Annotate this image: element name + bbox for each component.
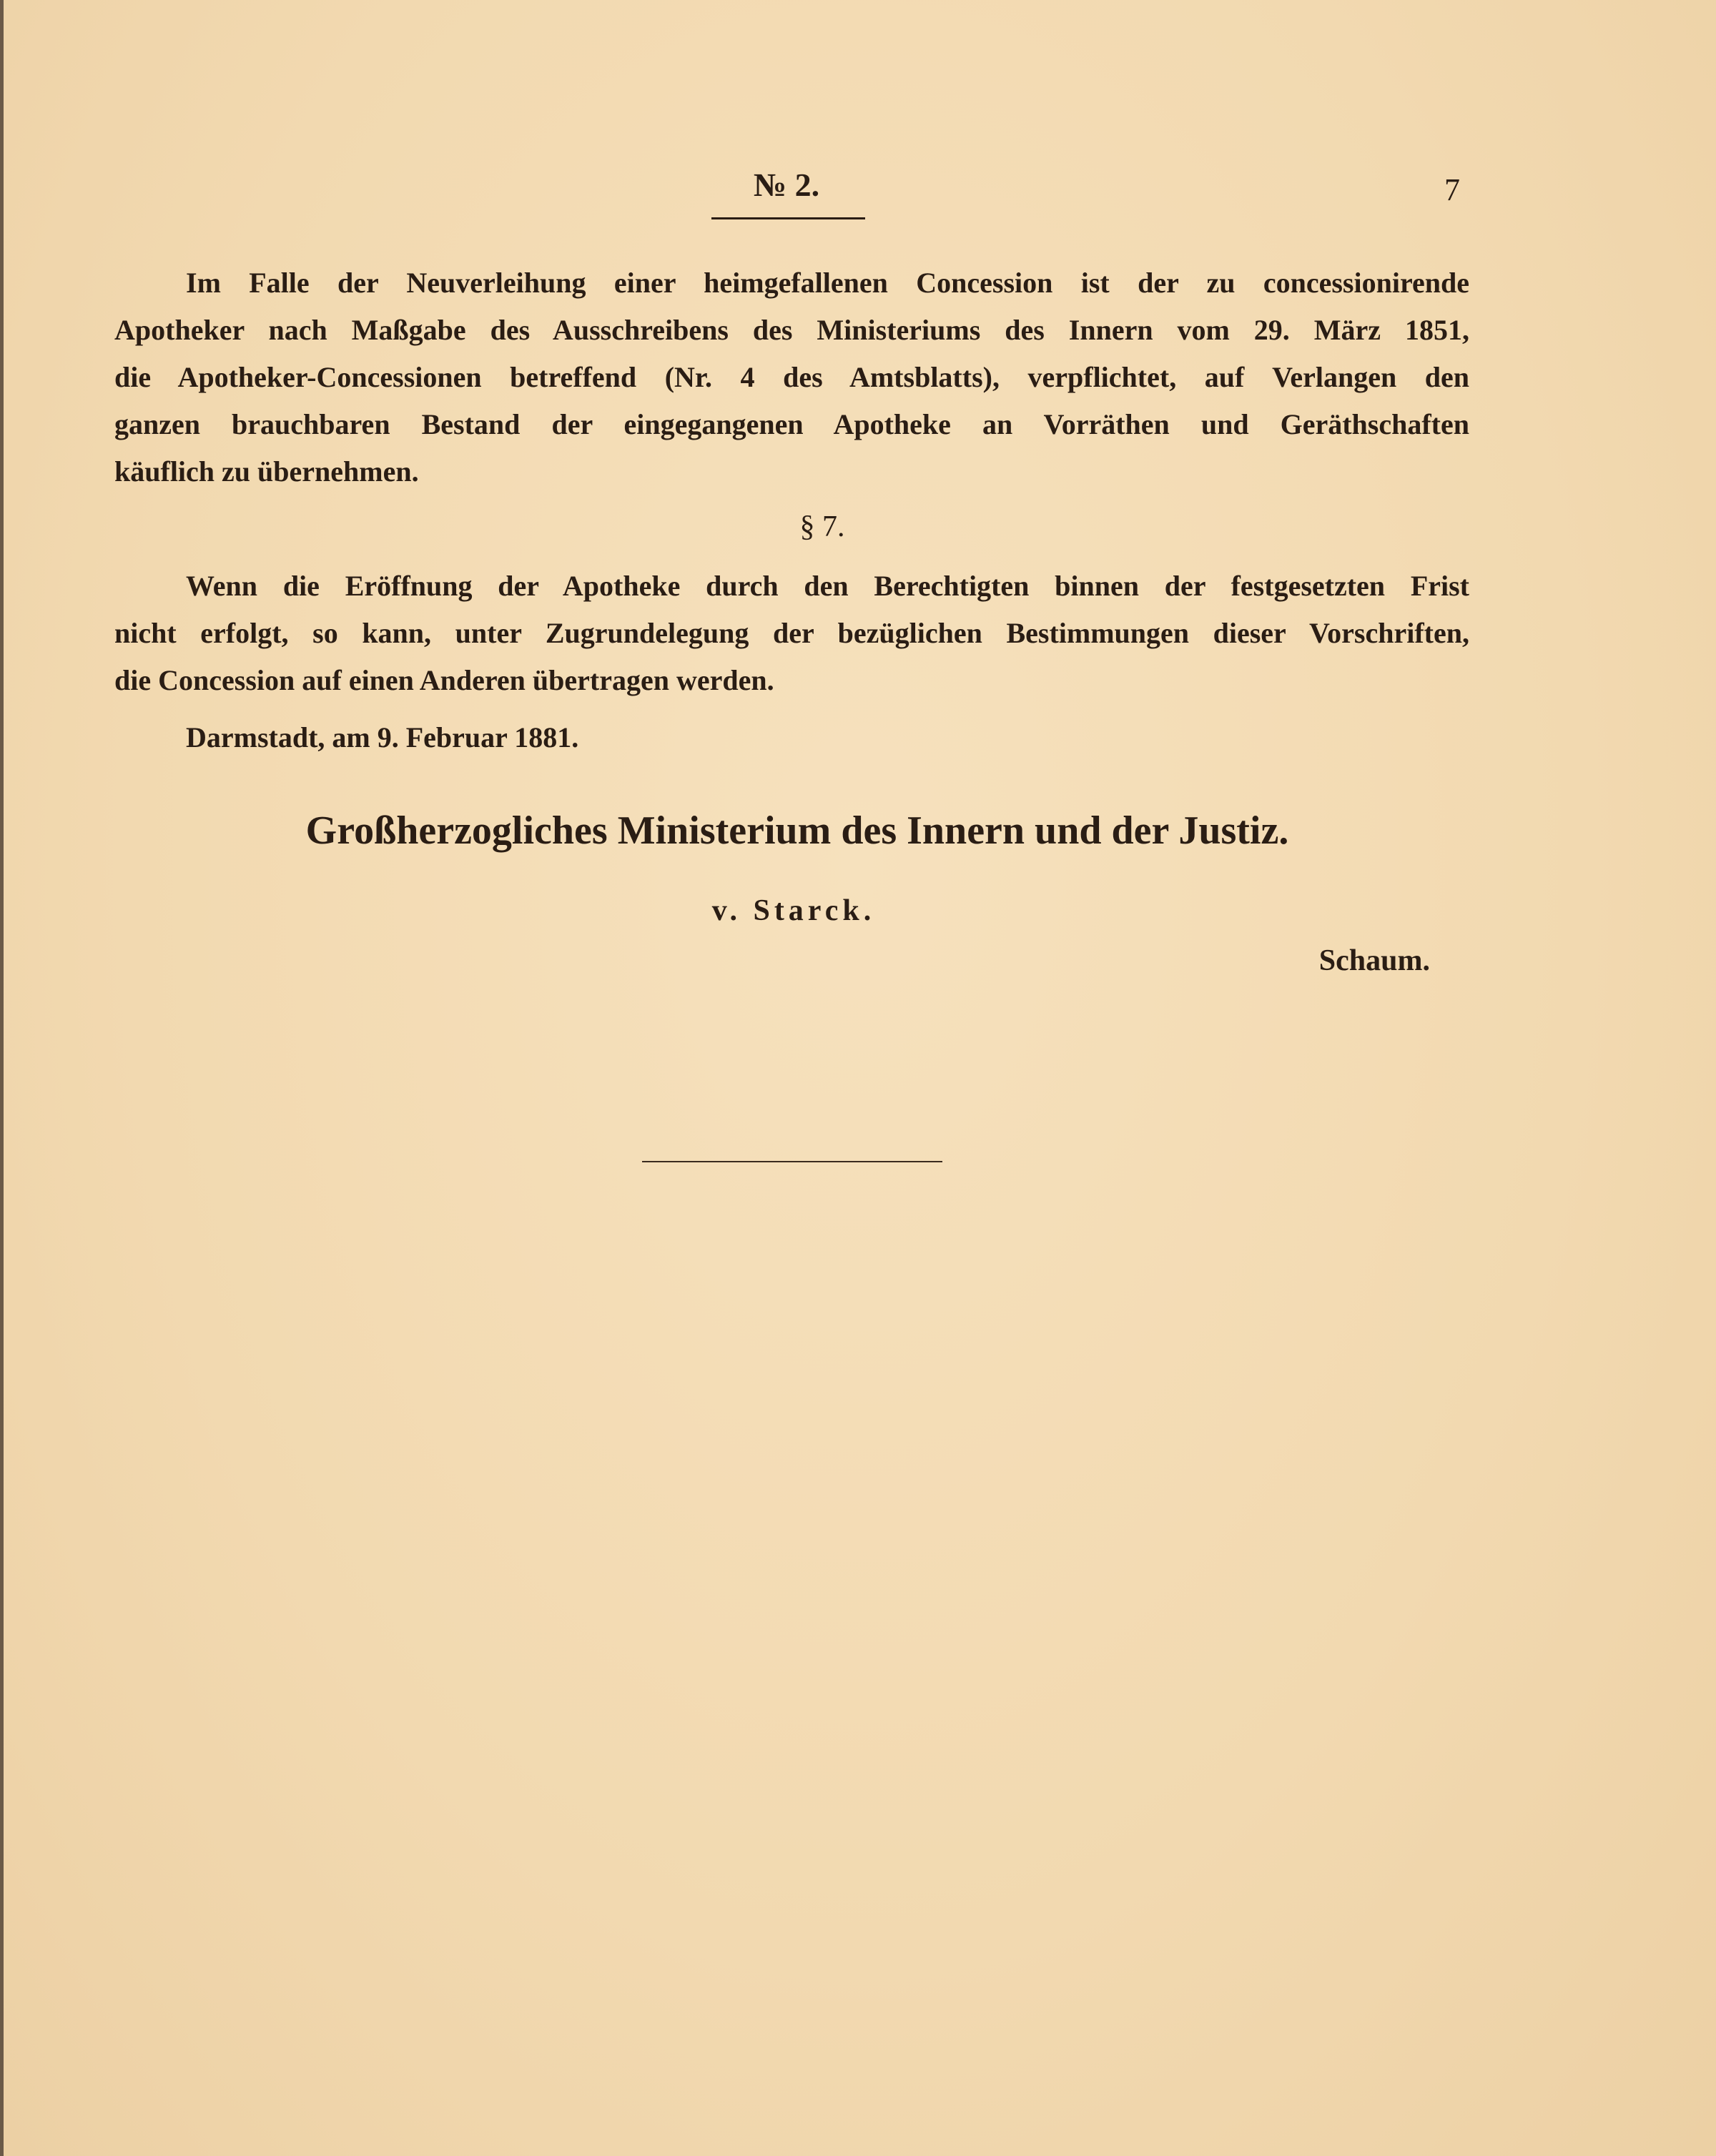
header-underline bbox=[711, 217, 865, 219]
signatory: v. Starck. bbox=[711, 894, 876, 927]
paragraph-2-line: nicht erfolgt, so kann, unter Zugrundelegung der bezüglichen Bestimmungen dieser Vorschriften, bbox=[114, 617, 1469, 649]
paragraph-1-line: Im Falle der Neuverleihung einer heimgefallenen Concession ist der zu concessionirende bbox=[186, 267, 1469, 299]
paragraph-1-line: ganzen brauchbaren Bestand der eingegangenen Apotheke an Vorräthen und Geräthschaften bbox=[114, 408, 1469, 440]
end-rule bbox=[642, 1161, 942, 1162]
section-heading: § 7. bbox=[799, 510, 845, 543]
ministry-title: Großherzogliches Ministerium des Innern und der Justiz. bbox=[305, 808, 1289, 853]
binding-edge bbox=[0, 0, 4, 2156]
place-date: Darmstadt, am 9. Februar 1881. bbox=[186, 721, 579, 753]
paragraph-2-line: Wenn die Eröffnung der Apotheke durch den Berechtigten binnen der festgesetzten Frist bbox=[186, 570, 1469, 602]
paragraph-1-line: die Apotheker-Concessionen betreffend (Nr. 4 des Amtsblatts), verpflichtet, auf Verlangen den bbox=[114, 361, 1469, 393]
page-number: 7 bbox=[1444, 172, 1460, 207]
paragraph-2-line: die Concession auf einen Anderen übertragen werden. bbox=[114, 664, 774, 696]
issue-number: № 2. bbox=[753, 167, 820, 203]
signatory: Schaum. bbox=[1318, 944, 1430, 977]
paragraph-1-line: käuflich zu übernehmen. bbox=[114, 455, 419, 488]
paragraph-1-line: Apotheker nach Maßgabe des Ausschreibens des Ministeriums des Innern vom 29. März 1851, bbox=[114, 314, 1469, 346]
